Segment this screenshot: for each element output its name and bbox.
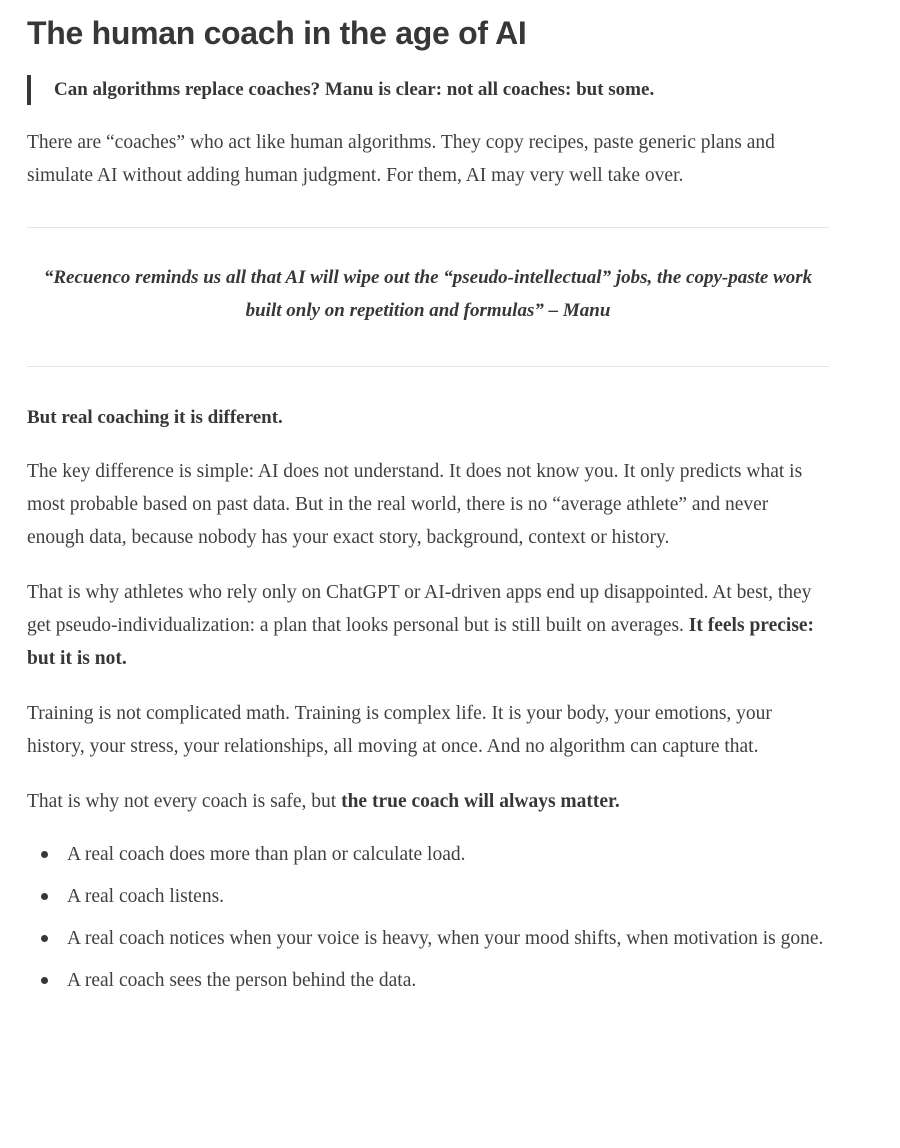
- list-item: [27, 880, 829, 913]
- list-item-text: A real coach listens.: [67, 886, 225, 907]
- list-item: [27, 922, 829, 955]
- section-subhead: But real coaching it is different.: [27, 407, 283, 428]
- lede-blockquote: Can algorithms replace coaches? Manu is clear: not all coaches: but some.: [27, 75, 829, 105]
- article-title: The human coach in the age of AI: [27, 15, 527, 51]
- intro-paragraph: There are “coaches” who act like human algorithms. They copy recipes, paste generic plans and simulate AI without adding human judgment. For them, AI may very well take over.: [27, 132, 775, 186]
- disappointment-text: That is why athletes who rely only on ChatGPT or AI-driven apps end up disappointed. At best, they get pseudo-individualization: a plan that looks personal but is still built on averages.: [27, 582, 812, 636]
- list-item-text: A real coach notices when your voice is heavy, when your mood shifts, when motivation is gone.: [67, 928, 824, 949]
- safe-coach-emphasis: the true coach will always matter.: [341, 791, 620, 812]
- bullet-dot-icon: [41, 893, 48, 900]
- pull-quote: “Recuenco reminds us all that AI will wipe out the “pseudo-intellectual” jobs, the copy-paste work built only on repetition and formulas” – Manu: [43, 267, 813, 321]
- coach-qualities-list: [27, 838, 829, 997]
- bullet-dot-icon: [41, 851, 48, 858]
- bullet-dot-icon: [41, 935, 48, 942]
- disappointment-emphasis: It feels precise: but it is not.: [27, 615, 815, 669]
- list-item-text: A real coach sees the person behind the data.: [67, 970, 417, 991]
- list-item: [27, 964, 829, 997]
- list-item-text: A real coach does more than plan or calculate load.: [67, 844, 466, 865]
- safe-coach-paragraph: [27, 785, 829, 818]
- training-paragraph: Training is not complicated math. Training is complex life. It is your body, your emotions, your history, your stress, your relationships, all moving at once. And no algorithm can capture that.: [27, 703, 772, 757]
- bullet-dot-icon: [41, 977, 48, 984]
- safe-coach-text: That is why not every coach is safe, but: [27, 791, 342, 812]
- list-item: [27, 838, 829, 871]
- divider-bottom: [27, 366, 829, 367]
- divider-top: [27, 227, 829, 228]
- difference-paragraph: The key difference is simple: AI does not understand. It does not know you. It only predicts what is most probable based on past data. But in the real world, there is no “average athlete” and never enough data, because nobody has your exact story, background, context or history.: [27, 461, 803, 548]
- disappointment-paragraph: [27, 576, 829, 675]
- article: [27, 0, 829, 1006]
